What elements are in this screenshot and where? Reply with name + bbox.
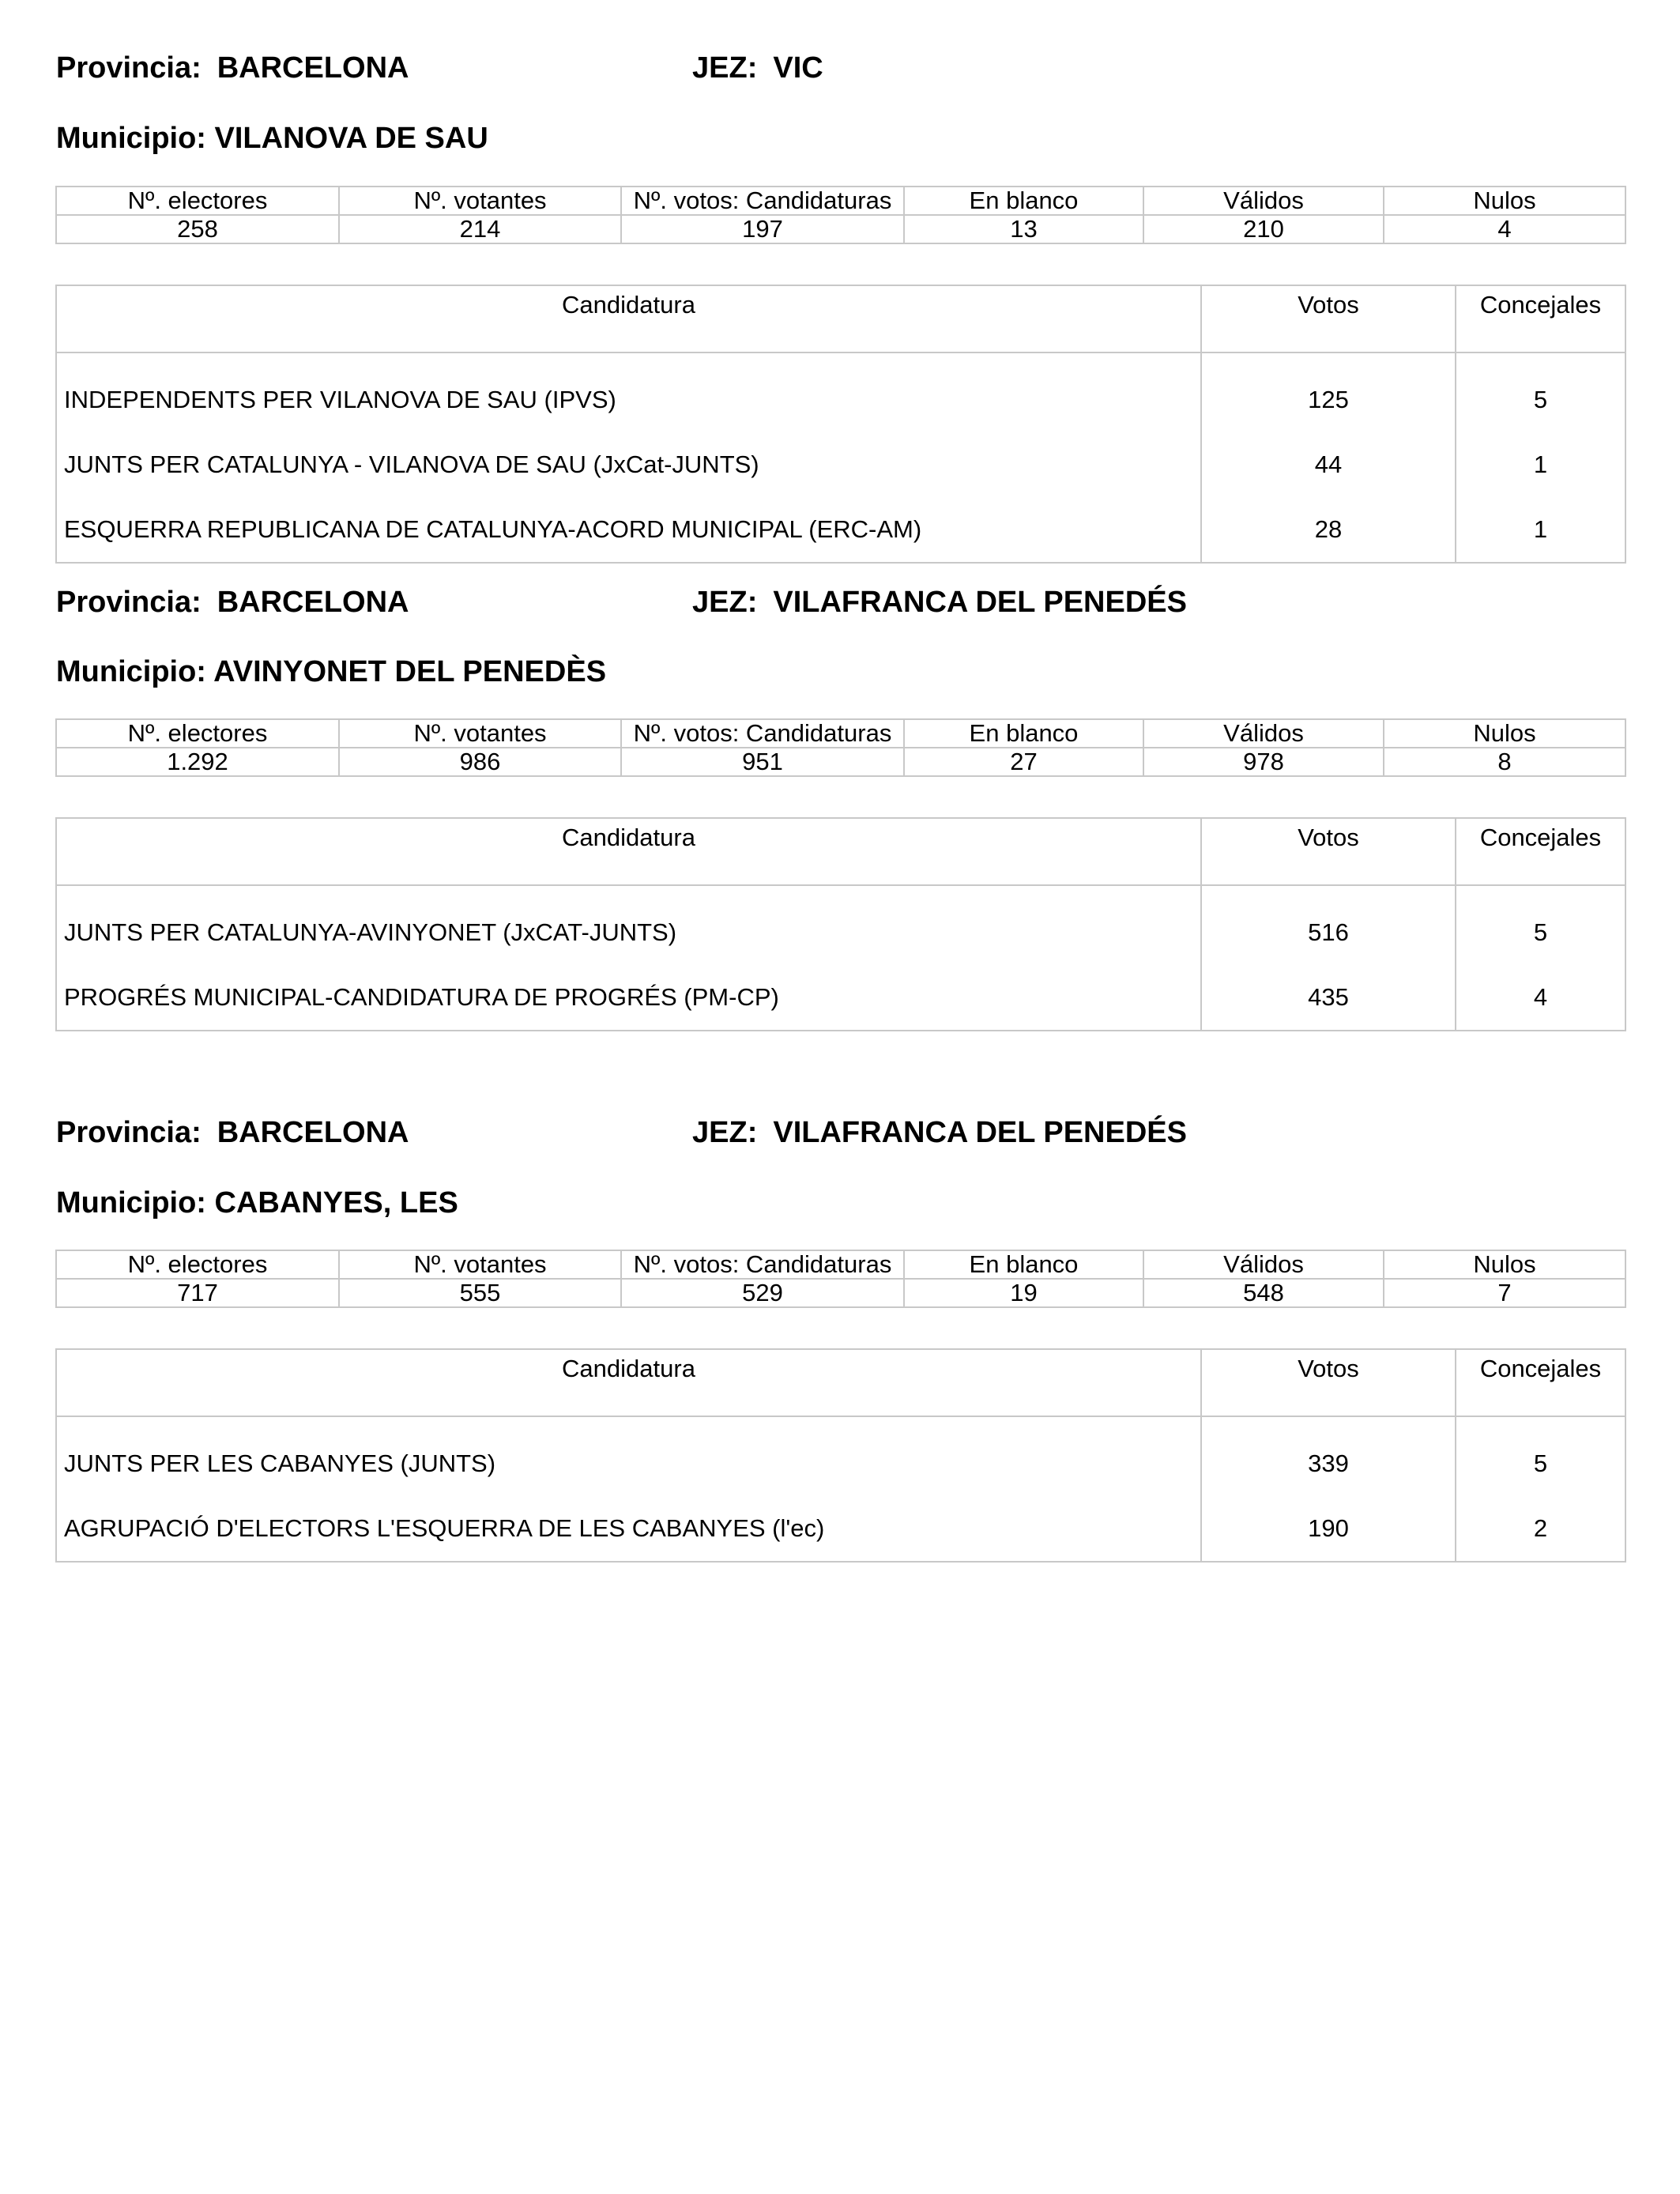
candidates-header-row xyxy=(56,818,1625,885)
table-row xyxy=(56,1496,1625,1562)
candidatura-header: Candidatura xyxy=(56,818,1201,885)
candidate-votos: 339 xyxy=(1201,1416,1456,1496)
candidatura-header: Candidatura xyxy=(56,285,1201,352)
summary-value: 8 xyxy=(1384,748,1625,776)
concejales-header: Concejales xyxy=(1456,1349,1625,1416)
candidate-votos: 28 xyxy=(1201,497,1456,563)
summary-value: 7 xyxy=(1384,1279,1625,1307)
summary-header: Nº. votos: Candidaturas xyxy=(621,719,904,748)
summary-value: 951 xyxy=(621,748,904,776)
summary-header: En blanco xyxy=(904,1250,1143,1279)
candidate-votos: 435 xyxy=(1201,965,1456,1031)
summary-value: 978 xyxy=(1143,748,1384,776)
summary-value: 4 xyxy=(1384,215,1625,243)
summary-header: Nº. electores xyxy=(56,1250,339,1279)
municipio-label: Municipio: xyxy=(56,655,206,688)
candidate-concejales: 2 xyxy=(1456,1496,1625,1562)
summary-header: Nº. votantes xyxy=(339,719,621,748)
concejales-header: Concejales xyxy=(1456,818,1625,885)
summary-header: Nº. votantes xyxy=(339,187,621,215)
provincia-value: BARCELONA xyxy=(217,51,409,85)
provincia-label: Provincia: xyxy=(56,51,202,85)
summary-value: 986 xyxy=(339,748,621,776)
municipio-line xyxy=(56,121,488,156)
jez-label: JEZ: xyxy=(692,1116,758,1149)
summary-header-row xyxy=(56,719,1625,748)
candidate-votos: 125 xyxy=(1201,352,1456,432)
provincia-line xyxy=(56,1115,409,1150)
provincia-label: Provincia: xyxy=(56,1116,202,1149)
summary-value: 210 xyxy=(1143,215,1384,243)
table-row xyxy=(56,497,1625,563)
candidate-concejales: 5 xyxy=(1456,885,1625,965)
summary-table xyxy=(55,186,1626,244)
candidates-header-row xyxy=(56,285,1625,352)
municipio-label: Municipio: xyxy=(56,1186,206,1220)
summary-value: 197 xyxy=(621,215,904,243)
candidatura-header: Candidatura xyxy=(56,1349,1201,1416)
municipio-value: VILANOVA DE SAU xyxy=(214,122,488,155)
candidates-table xyxy=(55,285,1626,564)
summary-value: 717 xyxy=(56,1279,339,1307)
summary-value: 27 xyxy=(904,748,1143,776)
provincia-value: BARCELONA xyxy=(217,586,409,619)
candidate-concejales: 1 xyxy=(1456,432,1625,497)
summary-value: 214 xyxy=(339,215,621,243)
summary-header: Nulos xyxy=(1384,187,1625,215)
table-row xyxy=(56,965,1625,1031)
candidate-name: ESQUERRA REPUBLICANA DE CATALUNYA-ACORD MUNICIPAL (ERC-AM) xyxy=(56,497,1201,563)
summary-header: Válidos xyxy=(1143,187,1384,215)
provincia-line xyxy=(56,585,409,620)
summary-value-row xyxy=(56,1279,1625,1307)
jez-line xyxy=(692,1115,1187,1150)
municipio-line xyxy=(56,1186,458,1220)
candidate-name: JUNTS PER CATALUNYA - VILANOVA DE SAU (JxCat-JUNTS) xyxy=(56,432,1201,497)
summary-header: En blanco xyxy=(904,187,1143,215)
provincia-value: BARCELONA xyxy=(217,1116,409,1149)
summary-header-row xyxy=(56,187,1625,215)
jez-label: JEZ: xyxy=(692,51,758,85)
summary-header: Nº. votos: Candidaturas xyxy=(621,187,904,215)
municipio-label: Municipio: xyxy=(56,122,206,155)
summary-header: En blanco xyxy=(904,719,1143,748)
summary-value: 258 xyxy=(56,215,339,243)
summary-header: Nulos xyxy=(1384,1250,1625,1279)
candidate-name: JUNTS PER LES CABANYES (JUNTS) xyxy=(56,1416,1201,1496)
summary-value: 548 xyxy=(1143,1279,1384,1307)
votos-header: Votos xyxy=(1201,1349,1456,1416)
candidate-votos: 44 xyxy=(1201,432,1456,497)
summary-value-row xyxy=(56,215,1625,243)
candidates-header-row xyxy=(56,1349,1625,1416)
summary-header: Válidos xyxy=(1143,719,1384,748)
candidate-concejales: 5 xyxy=(1456,1416,1625,1496)
summary-header: Nº. electores xyxy=(56,187,339,215)
votos-header: Votos xyxy=(1201,818,1456,885)
summary-header-row xyxy=(56,1250,1625,1279)
summary-value-row xyxy=(56,748,1625,776)
summary-value: 529 xyxy=(621,1279,904,1307)
table-row xyxy=(56,885,1625,965)
table-row xyxy=(56,352,1625,432)
provincia-label: Provincia: xyxy=(56,586,202,619)
candidate-name: PROGRÉS MUNICIPAL-CANDIDATURA DE PROGRÉS (PM-CP) xyxy=(56,965,1201,1031)
candidates-table xyxy=(55,817,1626,1031)
summary-value: 13 xyxy=(904,215,1143,243)
concejales-header: Concejales xyxy=(1456,285,1625,352)
jez-value: VILAFRANCA DEL PENEDÉS xyxy=(773,586,1187,619)
municipio-value: CABANYES, LES xyxy=(214,1186,458,1220)
summary-value: 19 xyxy=(904,1279,1143,1307)
municipio-line xyxy=(56,654,606,689)
summary-table xyxy=(55,1250,1626,1308)
summary-header: Nº. electores xyxy=(56,719,339,748)
candidate-concejales: 4 xyxy=(1456,965,1625,1031)
candidate-name: AGRUPACIÓ D'ELECTORS L'ESQUERRA DE LES CABANYES (l'ec) xyxy=(56,1496,1201,1562)
candidate-name: INDEPENDENTS PER VILANOVA DE SAU (IPVS) xyxy=(56,352,1201,432)
votos-header: Votos xyxy=(1201,285,1456,352)
candidate-votos: 516 xyxy=(1201,885,1456,965)
jez-value: VIC xyxy=(773,51,823,85)
summary-value: 1.292 xyxy=(56,748,339,776)
summary-value: 555 xyxy=(339,1279,621,1307)
jez-label: JEZ: xyxy=(692,586,758,619)
table-row xyxy=(56,432,1625,497)
jez-line xyxy=(692,585,1187,620)
summary-table xyxy=(55,718,1626,777)
candidates-table xyxy=(55,1348,1626,1563)
candidate-name: JUNTS PER CATALUNYA-AVINYONET (JxCAT-JUNTS) xyxy=(56,885,1201,965)
summary-header: Nulos xyxy=(1384,719,1625,748)
candidate-concejales: 5 xyxy=(1456,352,1625,432)
candidate-concejales: 1 xyxy=(1456,497,1625,563)
table-row xyxy=(56,1416,1625,1496)
candidate-votos: 190 xyxy=(1201,1496,1456,1562)
jez-value: VILAFRANCA DEL PENEDÉS xyxy=(773,1116,1187,1149)
provincia-line xyxy=(56,51,409,85)
summary-header: Nº. votantes xyxy=(339,1250,621,1279)
summary-header: Válidos xyxy=(1143,1250,1384,1279)
municipio-value: AVINYONET DEL PENEDÈS xyxy=(213,655,607,688)
summary-header: Nº. votos: Candidaturas xyxy=(621,1250,904,1279)
jez-line xyxy=(692,51,823,85)
